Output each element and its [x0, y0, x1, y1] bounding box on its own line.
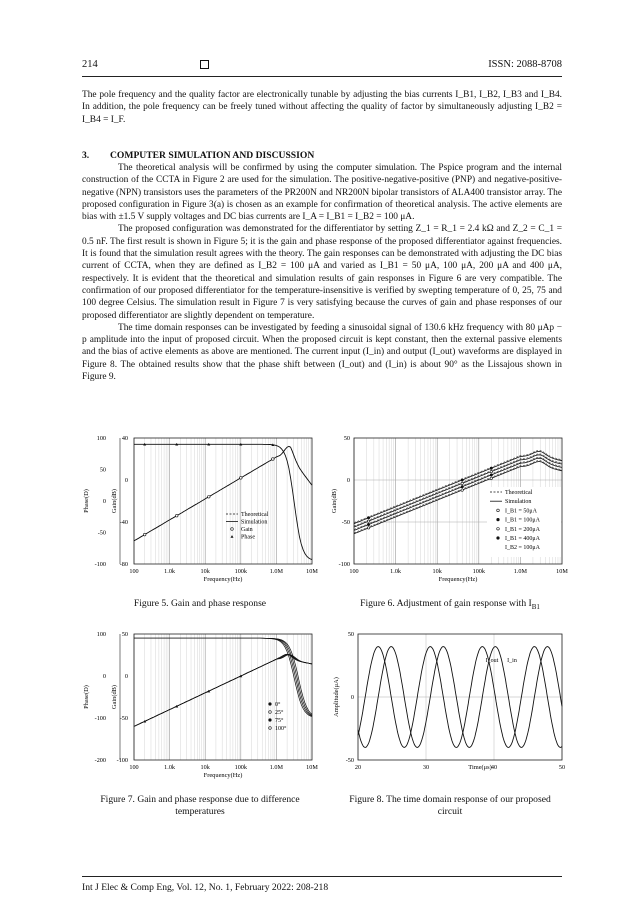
- figure-6-chart: [330, 430, 570, 585]
- phase-curve-2: [134, 638, 312, 715]
- gain-axis-label: Gain(dB): [111, 684, 118, 710]
- legend-label: Simulation: [241, 519, 268, 526]
- phase-curve-3: [134, 638, 312, 714]
- y-tick-label: 50: [347, 631, 354, 638]
- legend-label: I_B2 = 100μA: [505, 545, 540, 552]
- amplitude-axis-label: Amplitude(μA): [333, 677, 340, 717]
- page-number: 214: [82, 59, 98, 70]
- figure-8-caption: [330, 794, 570, 818]
- x-tick-label: 1.0M: [269, 568, 284, 575]
- x-tick-label: 10M: [306, 764, 318, 771]
- figure-7-caption-line1: Figure 7. Gain and phase response due to difference: [100, 794, 300, 805]
- figure-8-caption-line1: Figure 8. The time domain response of our proposed: [349, 794, 551, 805]
- gain-marker: [175, 514, 178, 517]
- y-tick-label: -50: [341, 519, 350, 526]
- y-tick-label: 100: [96, 435, 106, 442]
- legend-label: 75°: [275, 718, 284, 724]
- legend-marker-swatch: [497, 518, 500, 521]
- x-tick-label: 100k: [234, 764, 247, 771]
- gain-marker: [490, 474, 492, 476]
- legend-label: Simulation: [505, 499, 532, 506]
- input-label: I_in: [507, 658, 517, 664]
- y-tick-label: -50: [97, 529, 106, 537]
- x-tick-label: 10k: [200, 764, 210, 771]
- body-text: [82, 162, 562, 383]
- gain-marker: [367, 517, 369, 519]
- y-tick-label: 50: [343, 435, 350, 442]
- legend-marker-swatch: [269, 703, 272, 706]
- gain-axis-label: Gain(dB): [111, 488, 118, 514]
- x-tick-label: 100k: [234, 568, 247, 575]
- legend-marker-swatch: [269, 727, 272, 730]
- gain-marker: [240, 477, 243, 480]
- y-tick-label: -200: [94, 757, 106, 764]
- x-tick-label: 100: [129, 764, 139, 771]
- gain-marker: [461, 482, 463, 484]
- figure-6-caption-sub: B1: [531, 602, 540, 611]
- legend-label: 100°: [275, 726, 287, 732]
- section-title: COMPUTER SIMULATION AND DISCUSSION: [110, 150, 315, 161]
- y-tick-label: -50: [345, 757, 354, 764]
- figure-8-caption-line2: circuit: [437, 806, 463, 817]
- x-tick-label: 20: [354, 764, 362, 771]
- y-tick-label: 40: [121, 435, 128, 442]
- y-tick-label: -100: [94, 715, 106, 722]
- y-tick-label: -80: [119, 561, 128, 568]
- legend-label: 0°: [275, 702, 281, 708]
- legend-marker-swatch: [497, 537, 500, 540]
- gain-marker: [207, 496, 210, 499]
- gain-curve-0: [134, 654, 312, 726]
- phase-curve-1: [134, 638, 312, 716]
- figure-5-caption: Figure 5. Gain and phase response: [133, 598, 267, 609]
- legend-marker-swatch: [269, 719, 272, 722]
- x-tick-label: 30: [422, 764, 430, 771]
- section-heading: [82, 150, 314, 161]
- y-tick-label: 0: [124, 477, 128, 484]
- figure-7-caption-line2: temperatures: [175, 806, 225, 817]
- paragraph-1: The theoretical analysis will be confirmed by using the computer simulation. The Pspice program and the internal construction of the CCTA in Figure 2 are used for the simulation. The positive-negative-positive (PNP) and negative-positive-negative (NPN) transistors uses the parameters of the PR200N and NR200N bipolar transistors of ALA400 transistor array. The proposed configuration in Figure 3(a) is chosen as an example for confirmation of theoretical analysis. The active elements are bias with ±1.5 V supply voltages and DC bias currents are I_A = I_B1 = I_B2 = 100 μA.: [82, 163, 562, 223]
- x-axis-label: Frequency(Hz): [203, 576, 243, 583]
- legend-marker-swatch: [497, 509, 500, 512]
- issn-label: ISSN: 2088-8708: [488, 59, 562, 70]
- gain-theoretical-line: [134, 446, 312, 541]
- y-tick-label: 0: [124, 673, 128, 680]
- section-number: 3.: [82, 150, 90, 161]
- gain-marker: [461, 489, 463, 491]
- intro-text: The pole frequency and the quality factor are electronically tunable by adjusting the bias currents I_B1, I_B2, I_B3 and I_B4. In addition, the pole frequency can be freely tuned without affecting the quality of factor by simultaneously adjusting I_B2 = I_B4 = I_F.: [82, 90, 562, 125]
- gain-curve-1: [134, 654, 312, 726]
- y-tick-label: 0: [346, 477, 350, 484]
- gain-marker: [143, 533, 146, 536]
- phase-axis-label: Phase(D): [83, 489, 90, 513]
- x-tick-label: 100: [349, 568, 359, 575]
- legend-label: I_B1 = 400μA: [505, 536, 540, 542]
- page-footer: Int J Elec & Comp Eng, Vol. 12, No. 1, February 2022: 208-218: [82, 882, 329, 893]
- figure-7-caption: [80, 794, 320, 818]
- gain-curve-3: [134, 655, 312, 727]
- y-tick-label: -50: [119, 715, 128, 722]
- figure-8-chart: [330, 626, 570, 781]
- paragraph-3: The time domain responses can be investigated by feeding a sinusoidal signal of 130.6 kHz frequency with 80 μAp − p amplitude into the input of proposed circuit. When the proposed circuit is kept constant, then the external passive elements and the bias of active elements as above are mentioned. The current input (I_in) and output (I_out) waveforms are displayed in Figure 8. The obtained results show that the phase shift between (I_out) and (I_in) is about 90° as the Lissajous shown in Figure 9.: [82, 322, 562, 383]
- legend-marker-swatch: [269, 711, 272, 714]
- footer-rule: [82, 876, 562, 877]
- y-tick-label: -100: [116, 757, 128, 764]
- gain-marker: [490, 467, 492, 469]
- y-tick-label: 0: [102, 673, 106, 680]
- x-tick-label: 100k: [472, 568, 485, 575]
- legend-label: Gain: [241, 527, 253, 533]
- x-axis-label: Time(μs): [468, 764, 492, 771]
- x-tick-label: 10k: [200, 568, 210, 575]
- x-axis-label: Frequency(Hz): [438, 576, 478, 583]
- figure-5-chart: [80, 430, 320, 585]
- gain-simulation-line: [134, 446, 312, 541]
- gain-axis-label: Gain(dB): [331, 488, 338, 514]
- gain-marker: [207, 690, 210, 693]
- x-tick-label: 10M: [306, 568, 318, 575]
- gain-marker: [367, 523, 369, 525]
- gain-marker: [367, 527, 369, 529]
- square-icon: [200, 60, 209, 69]
- x-tick-label: 1.0k: [164, 568, 176, 575]
- gain-marker: [272, 458, 275, 461]
- legend-label: I_B1 = 50μA: [505, 508, 537, 515]
- y-tick-label: 100: [96, 631, 106, 638]
- x-tick-label: 10k: [432, 568, 442, 575]
- legend-label: Theoretical: [505, 490, 533, 496]
- gain-marker: [461, 486, 463, 488]
- y-tick-label: -100: [338, 561, 350, 568]
- gain-curve-2: [134, 655, 312, 727]
- legend-label: 25°: [275, 710, 284, 716]
- legend-gain-swatch: [231, 528, 234, 531]
- x-axis-label: Frequency(Hz): [203, 772, 243, 779]
- legend-label: Phase: [241, 534, 255, 541]
- x-tick-label: 100: [129, 568, 139, 575]
- legend-marker-swatch: [497, 528, 500, 531]
- output-label: I_out: [485, 658, 499, 664]
- y-tick-label: 0: [102, 498, 106, 505]
- x-tick-label: 1.0M: [513, 568, 528, 575]
- gain-marker: [490, 470, 492, 472]
- plot-frame: [134, 438, 312, 564]
- y-tick-label: 50: [121, 631, 128, 638]
- gain-marker: [461, 479, 463, 481]
- gain-marker: [367, 520, 369, 522]
- x-tick-label: 40: [490, 764, 498, 771]
- figure-6-caption-text: Figure 6. Adjustment of gain response with I: [360, 598, 532, 609]
- legend-label: I_B1 = 200μA: [505, 526, 540, 533]
- intro-paragraph: [82, 89, 562, 126]
- y-tick-label: -100: [94, 561, 106, 568]
- x-tick-label: 10M: [556, 568, 568, 575]
- x-tick-label: 50: [558, 764, 566, 771]
- phase-axis-label: Phase(D): [83, 685, 90, 709]
- phase-simulation-line: [134, 444, 312, 559]
- gain-marker: [490, 477, 492, 479]
- plot-frame: [134, 634, 312, 760]
- y-tick-label: 0: [350, 694, 354, 701]
- y-tick-label: 50: [99, 466, 106, 474]
- paragraph-2: The proposed configuration was demonstrated for the differentiator by setting Z_1 = R_1 = 2.4 kΩ and Z_2 = C_1 = 0.5 nF. The first result is shown in Figure 5; it is the gain and phase response of the proposed differentiator against frequencies. It is found that the simulation result agrees with the theory. The gain responses can be demonstrated with adjusting the DC bias current of CCTA, when they are defined as I_B2 = 100 μA and varied as I_B1 = 50 μA, 100 μA, 200 μA and 400 μA, respectively. It is evident that the theoretical and simulation results of gain responses in Figure 6 are very compatible. The confirmation of our proposed differentiator for the temperature-insensitive is verified by swepting temperature of 0, 25, 75 and 100 degree Celsius. The simulation result in Figure 7 is very satisfying because the curves of gain and phase responses of our proposed differentiator are slightly dependent on temperature.: [82, 224, 562, 321]
- figure-7-chart: [80, 626, 320, 781]
- x-tick-label: 1.0k: [164, 764, 176, 771]
- gain-marker: [175, 705, 178, 708]
- figure-6-caption: [330, 598, 570, 613]
- legend-label: Theoretical: [241, 512, 269, 518]
- header-rule: [82, 76, 562, 77]
- legend-label: I_B1 = 100μA: [505, 517, 540, 524]
- x-tick-label: 1.0k: [390, 568, 402, 575]
- phase-curve-0: [134, 638, 312, 716]
- x-tick-label: 1.0M: [269, 764, 284, 771]
- page-header: [82, 59, 562, 73]
- y-tick-label: -40: [119, 519, 128, 526]
